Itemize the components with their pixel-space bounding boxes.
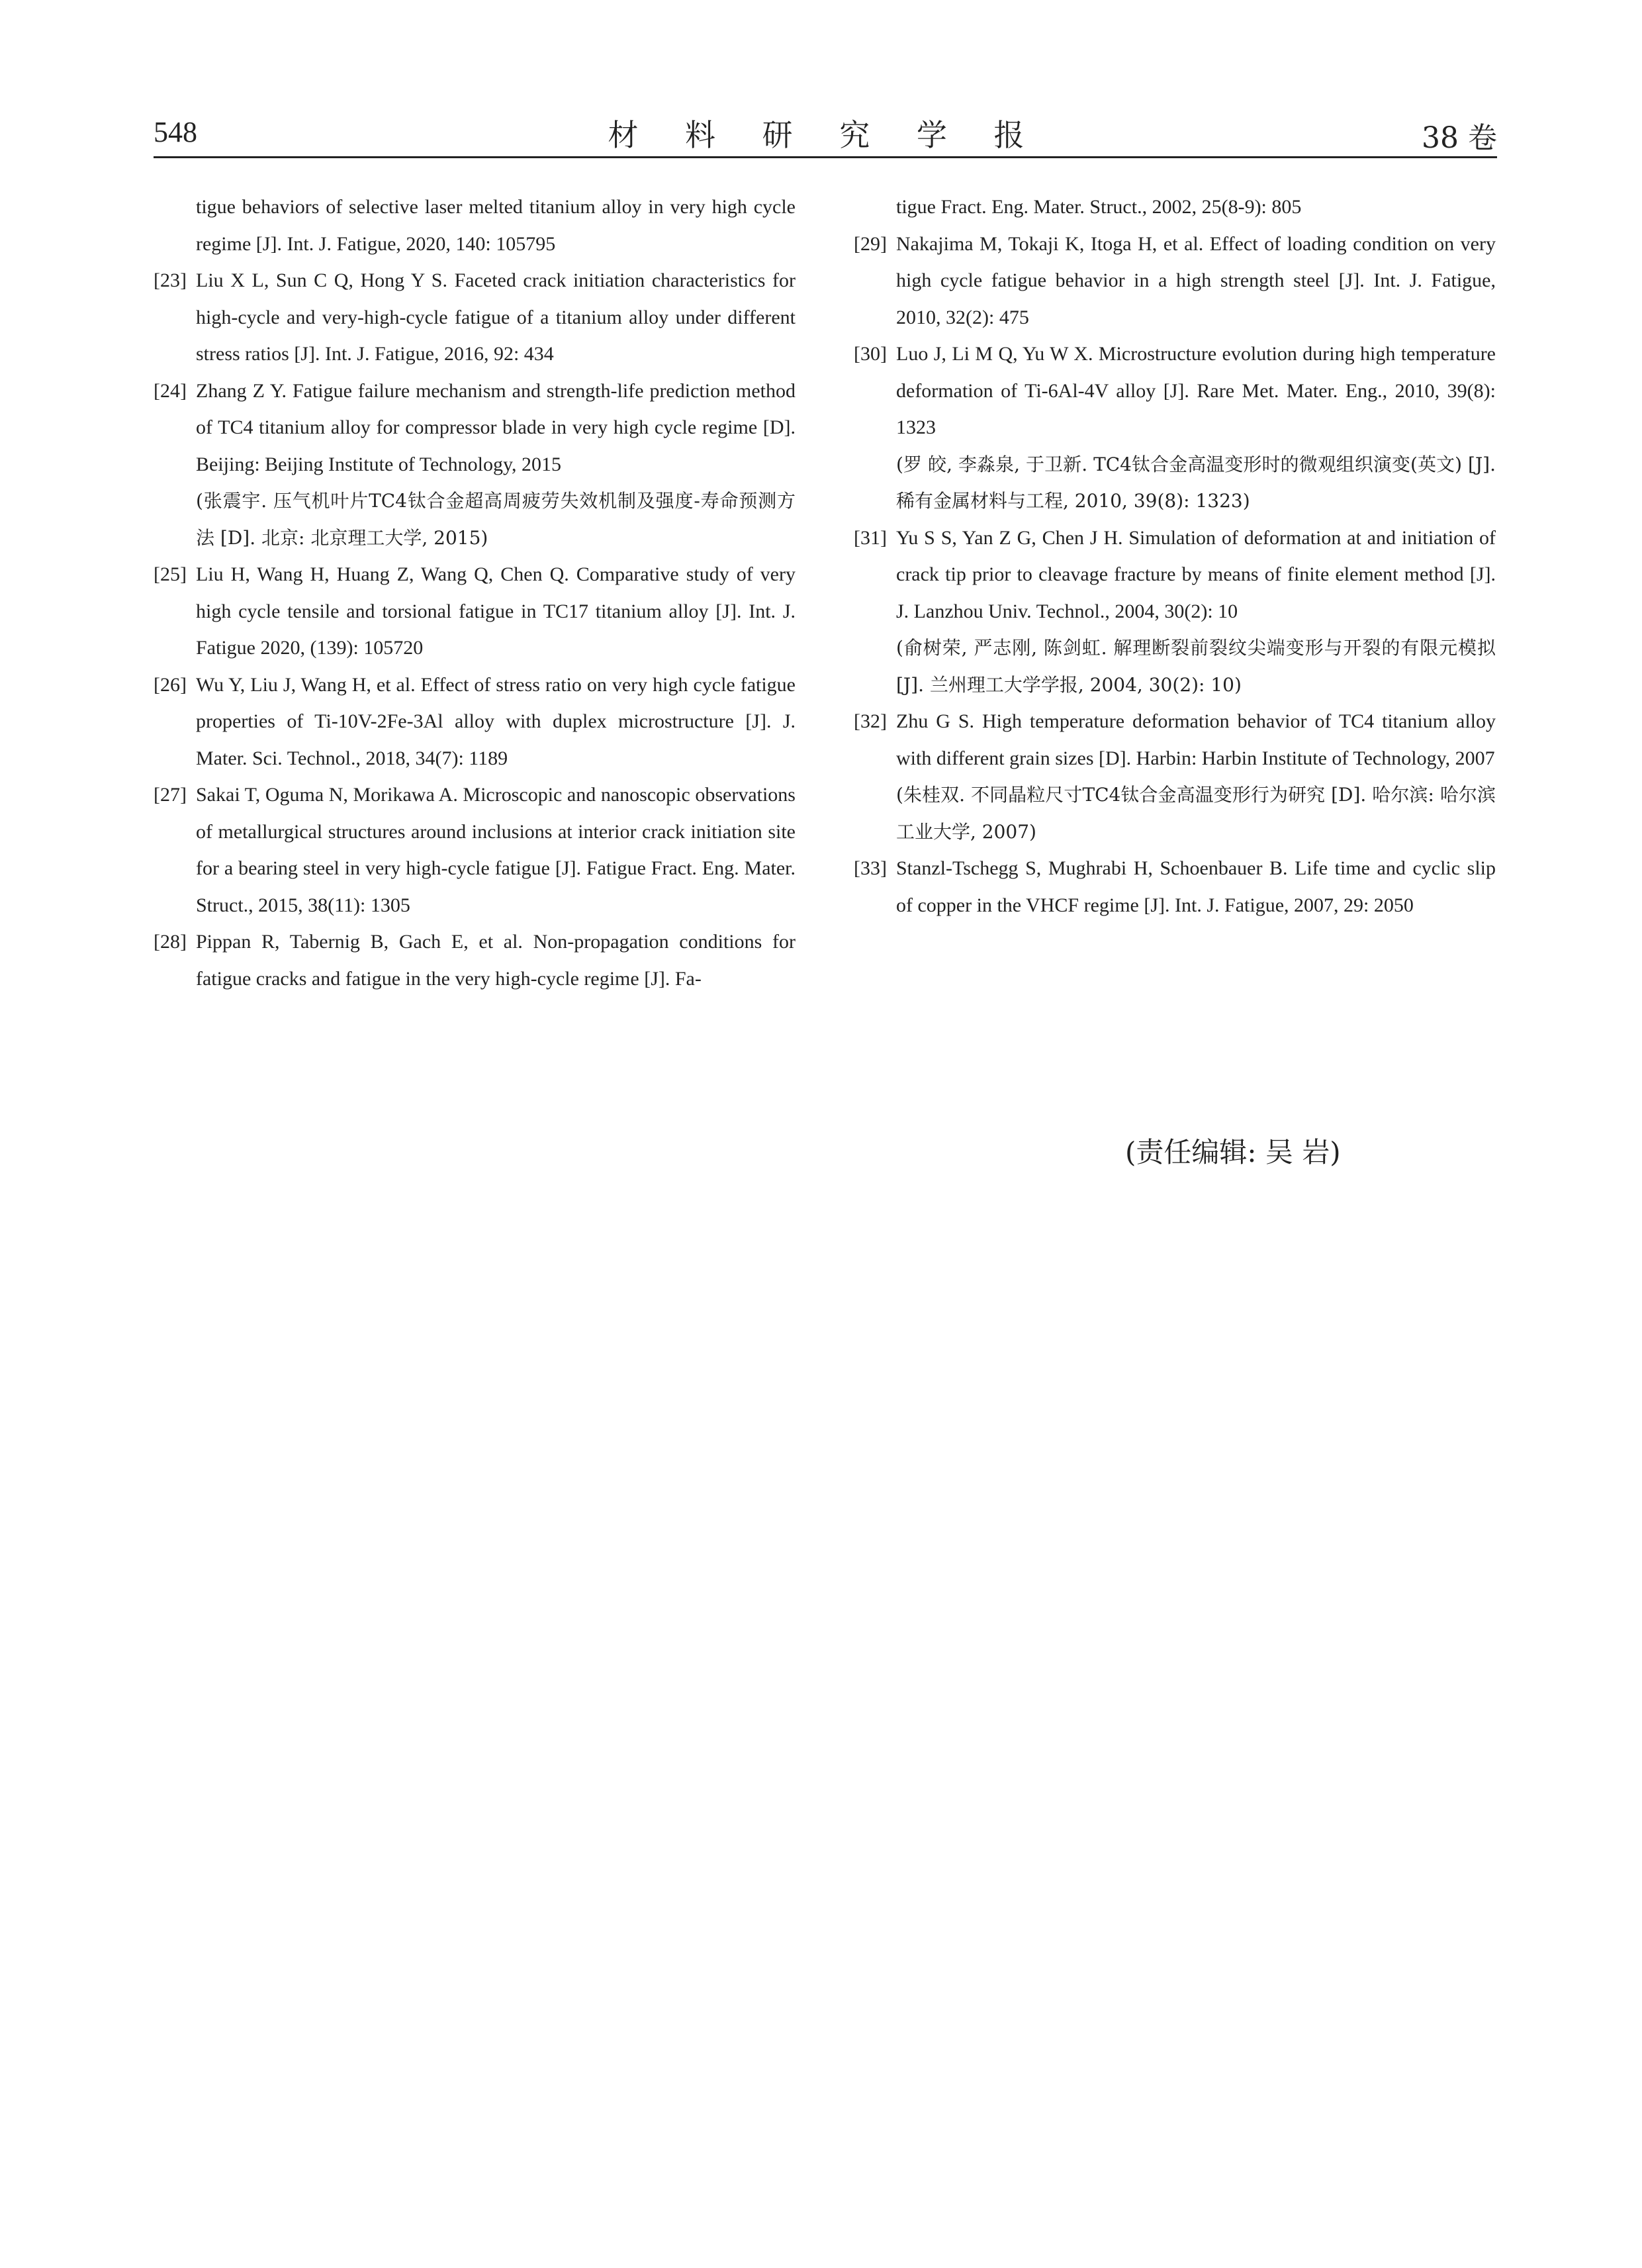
reference-number: [27] — [154, 784, 187, 806]
reference-28 — [154, 923, 796, 997]
reference-number: [32] — [854, 710, 887, 732]
reference-25 — [154, 556, 796, 667]
reference-30 — [854, 336, 1496, 520]
reference-number: [30] — [854, 343, 887, 365]
left-column — [154, 189, 796, 997]
reference-number: [29] — [854, 232, 887, 255]
reference-text: Liu X L, Sun C Q, Hong Y S. Faceted crack initiation characteristics for high-cycle and very-high-cycle fatigue of a titanium alloy under different stress ratios [J]. Int. J. Fatigue, 2016, 92: 434 — [196, 269, 796, 365]
reference-text: Stanzl-Tschegg S, Mughrabi H, Schoenbauer B. Life time and cyclic slip of copper in the VHCF regime [J]. Int. J. Fatigue, 2007, 29: 2050 — [896, 857, 1496, 916]
header-rule — [154, 156, 1497, 158]
reference-text: Liu H, Wang H, Huang Z, Wang Q, Chen Q. Comparative study of very high cycle tensile and torsional fatigue in TC17 titanium alloy [J]. Int. J. Fatigue 2020, (139): 105720 — [196, 563, 796, 659]
reference-number: [25] — [154, 563, 187, 585]
reference-continuation — [154, 189, 796, 262]
reference-chinese-text: (张震宇. 压气机叶片TC4钛合金超高周疲劳失效机制及强度-寿命预测方法 [D]. 北京: 北京理工大学, 2015) — [196, 490, 796, 549]
reference-chinese-text: (罗 皎, 李淼泉, 于卫新. TC4钛合金高温变形时的微观组织演变(英文) [J]. 稀有金属材料与工程, 2010, 39(8): 1323) — [896, 453, 1496, 512]
reference-continuation — [854, 189, 1496, 226]
page-number: 548 — [154, 116, 197, 148]
reference-chinese-text: (朱桂双. 不同晶粒尺寸TC4钛合金高温变形行为研究 [D]. 哈尔滨: 哈尔滨工业大学, 2007) — [896, 784, 1496, 843]
reference-text: tigue behaviors of selective laser melted titanium alloy in very high cycle regime [J]. Int. J. Fatigue, 2020, 140: 105795 — [196, 196, 796, 255]
editor-note: (责任编辑: 吴 岩) — [1125, 1136, 1341, 1168]
page-header — [154, 106, 1497, 154]
reference-33 — [854, 850, 1496, 923]
reference-number: [24] — [154, 379, 187, 402]
volume-label: 38 卷 — [1422, 121, 1497, 155]
reference-number: [33] — [854, 857, 887, 879]
reference-text: Zhang Z Y. Fatigue failure mechanism and strength-life prediction method of TC4 titanium alloy for compressor blade in very high cycle regime [D]. Beijing: Beijing Institute of Technology, 2015 — [196, 379, 796, 475]
right-column — [854, 189, 1496, 923]
reference-number: [23] — [154, 269, 187, 291]
reference-number: [28] — [154, 931, 187, 953]
reference-text: Pippan R, Tabernig B, Gach E, et al. Non-propagation conditions for fatigue cracks and fatigue in the very high-cycle regime [J]. Fa- — [196, 931, 796, 990]
reference-number: [31] — [854, 526, 887, 549]
reference-chinese-text: (俞树荣, 严志刚, 陈剑虹. 解理断裂前裂纹尖端变形与开裂的有限元模拟 [J]. 兰州理工大学学报, 2004, 30(2): 10) — [896, 637, 1496, 696]
reference-27 — [154, 777, 796, 923]
reference-text: Yu S S, Yan Z G, Chen J H. Simulation of deformation at and initiation of crack tip prior to cleavage fracture by means of finite element method [J]. J. Lanzhou Univ. Technol., 2004, 30(2): 10 — [896, 526, 1496, 622]
reference-26 — [154, 667, 796, 777]
reference-text: Zhu G S. High temperature deformation behavior of TC4 titanium alloy with different grain sizes [D]. Harbin: Harbin Institute of Technology, 2007 — [896, 710, 1496, 769]
reference-text: Luo J, Li M Q, Yu W X. Microstructure evolution during high temperature deformation of Ti-6Al-4V alloy [J]. Rare Met. Mater. Eng., 2010, 39(8): 1323 — [896, 343, 1496, 438]
reference-24 — [154, 373, 796, 557]
reference-23 — [154, 262, 796, 373]
journal-title: 材 料 研 究 学 报 — [608, 117, 1043, 153]
reference-number: [26] — [154, 673, 187, 696]
reference-text: Sakai T, Oguma N, Morikawa A. Microscopic and nanoscopic observations of metallurgical structures around inclusions at interior crack initiation site for a bearing steel in very high-cycle fatigue [J]. Fatigue Fract. Eng. Mater. Struct., 2015, 38(11): 1305 — [196, 784, 796, 916]
reference-32 — [854, 703, 1496, 850]
reference-text: Wu Y, Liu J, Wang H, et al. Effect of stress ratio on very high cycle fatigue properties of Ti-10V-2Fe-3Al alloy with duplex microstructure [J]. J. Mater. Sci. Technol., 2018, 34(7): 1189 — [196, 673, 796, 769]
reference-31 — [854, 520, 1496, 704]
reference-text: tigue Fract. Eng. Mater. Struct., 2002, 25(8-9): 805 — [896, 196, 1302, 218]
reference-text: Nakajima M, Tokaji K, Itoga H, et al. Effect of loading condition on very high cycle fatigue behavior in a high strength steel [J]. Int. J. Fatigue, 2010, 32(2): 475 — [896, 232, 1496, 328]
reference-29 — [854, 226, 1496, 336]
